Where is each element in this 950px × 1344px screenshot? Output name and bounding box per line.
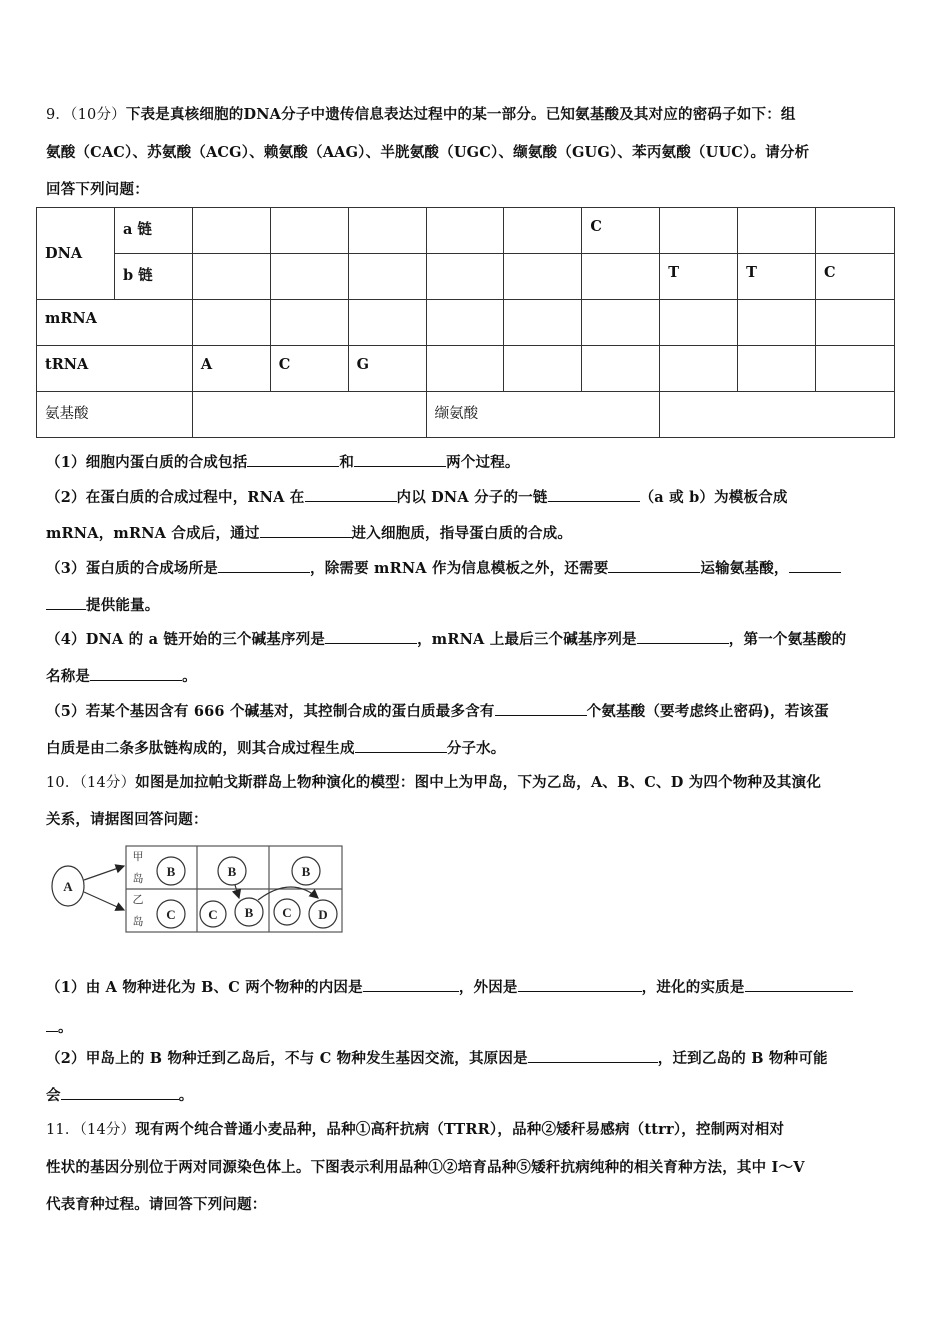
svg-text:B: B	[166, 864, 176, 879]
q9-sub3	[46, 557, 841, 578]
q9-score: （10分）	[70, 107, 126, 123]
svg-text:C: C	[282, 905, 292, 920]
cell: G	[348, 346, 426, 392]
answer-blank[interactable]	[218, 558, 310, 573]
cell	[270, 300, 348, 346]
q10-number: 10．	[46, 775, 80, 791]
cell	[192, 208, 270, 254]
island-jia-label: 甲	[132, 850, 144, 863]
q11-intro-line3: 代表育种过程。请回答下列问题：	[46, 1196, 267, 1213]
cell	[738, 346, 816, 392]
text: 内以 DNA 分子的一链	[396, 489, 548, 506]
text: ，迁到乙岛的 B 物种可能	[657, 1050, 828, 1067]
cell: C	[270, 346, 348, 392]
svg-text:C: C	[208, 907, 218, 922]
cell	[348, 208, 426, 254]
cell	[582, 300, 660, 346]
q11-number: 11．	[46, 1122, 80, 1138]
text: 会	[46, 1087, 61, 1104]
svg-text:D: D	[318, 907, 328, 922]
q9-intro-text: 下表是真核细胞的DNA分子中遗传信息表达过程中的某一部分。已知氨基酸及其对应的密码子如下：组	[125, 106, 796, 123]
q11-intro-text: 现有两个纯合普通小麦品种，品种①高秆抗病（TTRR），品种②矮秆易感病（ttrr），控制两对相对	[135, 1121, 785, 1138]
answer-blank[interactable]	[325, 629, 417, 644]
text: ，mRNA 上最后三个碱基序列是	[417, 631, 637, 648]
text: 名称是	[46, 668, 91, 685]
amino-cell	[192, 392, 426, 438]
q10-sub2-cont	[46, 1084, 193, 1105]
q9-sub1	[46, 451, 520, 472]
cell: C	[582, 208, 660, 254]
cell	[192, 300, 270, 346]
q10-intro-text: 如图是加拉帕戈斯群岛上物种演化的模型：图中上为甲岛，下为乙岛，A、B、C、D 为四个物种及其演化	[135, 774, 822, 791]
q9-intro-line1	[46, 103, 796, 124]
cell	[348, 254, 426, 300]
answer-blank[interactable]	[260, 523, 352, 538]
text: 个氨基酸（要考虑终止密码)，若该蛋	[586, 703, 829, 720]
answer-blank[interactable]	[518, 977, 642, 992]
text: （1）由 A 物种进化为 B、C 两个物种的内因是	[46, 979, 363, 996]
cell	[816, 208, 895, 254]
text: 分子水。	[446, 740, 506, 757]
cell	[816, 346, 895, 392]
dna-label: DNA	[37, 208, 115, 300]
mrna-label: mRNA	[37, 300, 193, 346]
q9-sub5-cont	[46, 737, 506, 758]
q9-sub3-cont	[46, 594, 160, 615]
text: 白质是由二条多肽链构成的，则其合成过程生成	[46, 740, 355, 757]
svg-text:C: C	[166, 907, 176, 922]
q9-sub2	[46, 486, 788, 507]
cell	[270, 254, 348, 300]
row-mrna	[37, 300, 895, 346]
text: （2）在蛋白质的合成过程中，RNA 在	[46, 489, 305, 506]
answer-blank[interactable]	[355, 738, 447, 753]
cell: C	[816, 254, 895, 300]
text: 两个过程。	[446, 454, 520, 471]
svg-text:岛: 岛	[132, 872, 144, 885]
answer-blank[interactable]	[495, 701, 587, 716]
answer-blank[interactable]	[637, 629, 729, 644]
q9-intro-line2: 氨酸（CAC）、苏氨酸（ACG）、赖氨酸（AAG）、半胱氨酸（UGC）、缬氨酸（GUG）、苯丙氨酸（UUC）。请分析	[46, 144, 810, 161]
q9-sub5	[46, 700, 829, 721]
q11-intro-line1	[46, 1118, 784, 1139]
q10-sub1	[46, 976, 853, 997]
text: （5）若某个基因含有 666 个碱基对，其控制合成的蛋白质最多含有	[46, 703, 495, 720]
text: （3）蛋白质的合成场所是	[46, 560, 218, 577]
q11-intro-line2: 性状的基因分别位于两对同源染色体上。下图表示利用品种①②培育品种⑤矮秆抗病纯种的相关育种方法，其中 I～V	[46, 1159, 805, 1176]
answer-blank[interactable]	[745, 977, 853, 992]
cell	[660, 208, 738, 254]
svg-text:B: B	[301, 864, 311, 879]
cell	[504, 300, 582, 346]
text: （4）DNA 的 a 链开始的三个碱基序列是	[46, 631, 326, 648]
species-a-label: A	[63, 879, 73, 894]
amino-cell	[660, 392, 895, 438]
row-b-chain	[37, 254, 895, 300]
row-amino-acid	[37, 392, 895, 438]
answer-blank[interactable]	[61, 1085, 179, 1100]
q9-sub4	[46, 628, 846, 649]
cell: T	[738, 254, 816, 300]
amino-cell: 缬氨酸	[426, 392, 660, 438]
text: 。	[58, 1019, 73, 1036]
text: mRNA，mRNA 合成后，通过	[46, 525, 260, 542]
cell	[504, 254, 582, 300]
cell	[660, 346, 738, 392]
cell: T	[660, 254, 738, 300]
q10-sub1-cont	[46, 1016, 73, 1037]
text: 提供能量。	[86, 597, 160, 614]
cell	[504, 208, 582, 254]
trna-label: tRNA	[37, 346, 193, 392]
text: ，除需要 mRNA 作为信息模板之外，还需要	[310, 560, 609, 577]
cell	[426, 254, 504, 300]
cell	[426, 300, 504, 346]
row-a-chain	[37, 208, 895, 254]
cell	[348, 300, 426, 346]
cell	[582, 346, 660, 392]
q9-number: 9．	[46, 107, 71, 123]
island-evolution-diagram	[46, 840, 346, 940]
text: ，第一个氨基酸的	[728, 631, 847, 648]
cell	[738, 208, 816, 254]
cell	[660, 300, 738, 346]
text: 和	[339, 454, 355, 471]
answer-blank[interactable]	[789, 558, 841, 573]
island-yi-label: 乙	[132, 893, 144, 906]
cell: A	[192, 346, 270, 392]
b-chain-label: b 链	[114, 254, 192, 300]
text: 。	[182, 668, 197, 685]
cell	[816, 300, 895, 346]
svg-text:B: B	[227, 864, 237, 879]
answer-blank[interactable]	[305, 487, 397, 502]
answer-blank[interactable]	[548, 487, 640, 502]
answer-blank[interactable]	[363, 977, 459, 992]
cell	[426, 208, 504, 254]
q9-sub2-cont	[46, 522, 572, 543]
cell	[738, 300, 816, 346]
answer-blank[interactable]	[90, 666, 182, 681]
text: （2）甲岛上的 B 物种迁到乙岛后，不与 C 物种发生基因交流，其原因是	[46, 1050, 528, 1067]
text: 运输氨基酸，	[700, 560, 789, 577]
answer-blank[interactable]	[46, 1017, 58, 1032]
cell	[582, 254, 660, 300]
genetic-info-table	[36, 207, 895, 438]
text: 进入细胞质，指导蛋白质的合成。	[351, 525, 573, 542]
answer-blank[interactable]	[247, 452, 339, 467]
answer-blank[interactable]	[46, 595, 86, 610]
text: 。	[178, 1087, 194, 1104]
cell	[192, 254, 270, 300]
q10-intro-line2: 关系，请据图回答问题：	[46, 811, 208, 828]
cell	[270, 208, 348, 254]
cell	[504, 346, 582, 392]
q10-score: （14分）	[79, 775, 136, 791]
text: （a 或 b）为模板合成	[639, 489, 788, 506]
answer-blank[interactable]	[354, 452, 446, 467]
svg-text:B: B	[244, 905, 254, 920]
cell	[426, 346, 504, 392]
answer-blank[interactable]	[608, 558, 700, 573]
q10-sub2	[46, 1047, 828, 1068]
text: ，外因是	[458, 979, 518, 996]
q10-intro-line1	[46, 771, 821, 792]
q9-intro-line3: 回答下列问题：	[46, 181, 149, 198]
amino-acid-label: 氨基酸	[37, 392, 193, 438]
q11-score: （14分）	[79, 1122, 136, 1138]
text: （1）细胞内蛋白质的合成包括	[46, 454, 248, 471]
svg-text:岛: 岛	[132, 915, 144, 928]
q9-sub4-cont	[46, 665, 197, 686]
text: ，进化的实质是	[641, 979, 745, 996]
answer-blank[interactable]	[528, 1048, 658, 1063]
row-trna	[37, 346, 895, 392]
a-chain-label: a 链	[114, 208, 192, 254]
